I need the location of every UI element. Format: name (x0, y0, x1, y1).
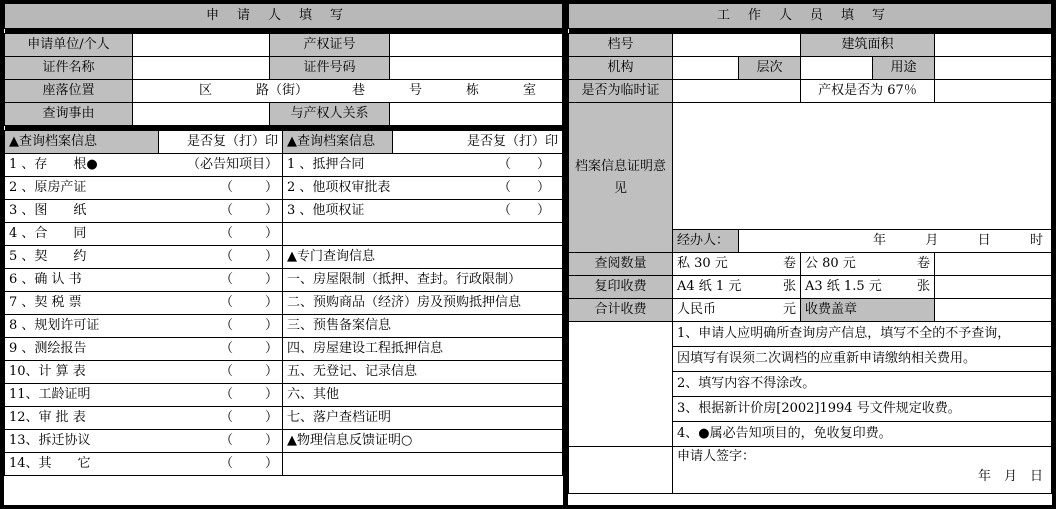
archive-item-left[interactable]: 2 、原房产证 （ ） (5, 177, 283, 200)
copy-checkbox[interactable]: （ ） (220, 410, 278, 425)
copy-header-2: 是否复（打）印 (393, 131, 563, 154)
count-private[interactable]: 私 30 元 卷 (673, 253, 801, 276)
archive-item-right[interactable]: 五、无登记、记录信息 (283, 361, 563, 384)
usage-input[interactable] (935, 57, 1052, 80)
inquiry-reason-label: 查询事由 (5, 103, 133, 126)
applicant-section (4, 3, 563, 505)
note-1: 1、申请人应明确所查询房产信息，填写不全的不予查询， (673, 322, 1052, 347)
note-4: 4、●属必告知项目的，免收复印费。 (673, 422, 1052, 447)
id-type-input[interactable] (133, 57, 270, 80)
area-label: 建筑面积 (801, 34, 935, 57)
copy-checkbox[interactable]: （ ） (220, 318, 278, 333)
handler-date[interactable]: 年 月 日 时 (739, 230, 1052, 253)
applicant-label: 申请单位/个人 (5, 34, 133, 57)
archive-item-right[interactable]: 2 、他项权审批表 （ ） (283, 177, 563, 200)
archive-item-right[interactable] (283, 223, 563, 246)
table-row (5, 453, 563, 476)
note-2: 2、填写内容不得涂改。 (673, 372, 1052, 397)
archive-item-left[interactable]: 9 、测绘报告 （ ） (5, 338, 283, 361)
archive-item-right[interactable]: 1 、抵押合同 （ ） (283, 154, 563, 177)
copy-checkbox[interactable]: （ ） (220, 387, 278, 402)
applicant-input[interactable] (133, 34, 270, 57)
table-row (5, 292, 563, 315)
property-cert-label: 产权证号 (270, 34, 390, 57)
temp-cert-label: 是否为临时证 (569, 80, 673, 103)
floor-label: 层次 (739, 57, 801, 80)
property-cert-input[interactable] (390, 34, 563, 57)
copy-checkbox[interactable]: （ ） (220, 433, 278, 448)
archive-item-right[interactable] (283, 453, 563, 476)
applicant-info-table (4, 3, 563, 130)
org-label: 机构 (569, 57, 673, 80)
archive-item-right[interactable]: 二、预购商品（经济）房及预购抵押信息 (283, 292, 563, 315)
opinion-label: 档案信息证明意见 (569, 103, 673, 253)
handler-label: 经办人： (673, 230, 739, 253)
table-row (5, 407, 563, 430)
percent-input[interactable] (935, 80, 1052, 103)
archive-item-right[interactable]: ▲物理信息反馈证明○ (283, 430, 563, 453)
archive-item-left[interactable]: 11、工龄证明 （ ） (5, 384, 283, 407)
stamp-label: 收费盖章 (801, 299, 935, 322)
note-1b: 因填写有误须二次调档的应重新申请缴纳相关费用。 (673, 347, 1052, 372)
archive-item-left[interactable]: 1 、存 根● （必告知项目） (5, 154, 283, 177)
copy-checkbox[interactable]: （ ） (220, 295, 278, 310)
applicant-signature[interactable]: 申请人签字： 年 月 日 (673, 447, 1052, 494)
archive-item-left[interactable]: 7 、契 税 票 （ ） (5, 292, 283, 315)
usage-label: 用途 (873, 57, 935, 80)
copy-fee-a3[interactable]: A3 纸 1.5 元 张 (801, 276, 935, 299)
area-input[interactable] (935, 34, 1052, 57)
archive-item-left[interactable]: 14、其 它 （ ） (5, 453, 283, 476)
table-row (5, 177, 563, 200)
stamp-input[interactable] (935, 299, 1052, 322)
id-type-label: 证件名称 (5, 57, 133, 80)
copy-checkbox[interactable]: （ ） (220, 456, 278, 471)
archive-item-right[interactable]: 四、房屋建设工程抵押信息 (283, 338, 563, 361)
note-3: 3、根据新计价房[2002]1994 号文件规定收费。 (673, 397, 1052, 422)
archive-item-left[interactable]: 8 、规划许可证 （ ） (5, 315, 283, 338)
archive-item-right[interactable]: 七、落户查档证明 (283, 407, 563, 430)
copy-checkbox[interactable]: （ ） (220, 249, 278, 264)
copy-checkbox[interactable]: （ ） (220, 180, 278, 195)
table-row (5, 338, 563, 361)
archive-item-left[interactable]: 4 、合 同 （ ） (5, 223, 283, 246)
inquiry-reason-input[interactable] (133, 103, 270, 126)
table-row (5, 315, 563, 338)
notes-spacer (569, 322, 673, 447)
table-row (5, 384, 563, 407)
staff-section (568, 3, 1052, 505)
archive-item-left[interactable]: 3 、图 纸 （ ） (5, 200, 283, 223)
count-public[interactable]: 公 80 元 卷 (801, 253, 935, 276)
archive-table (4, 130, 563, 476)
sign-spacer (569, 447, 673, 494)
table-row (5, 361, 563, 384)
id-number-input[interactable] (390, 57, 563, 80)
archive-header-2: ▲查询档案信息 (283, 131, 393, 154)
copy-fee-a4[interactable]: A4 纸 1 元 张 (673, 276, 801, 299)
total-input[interactable]: 人民币 元 (673, 299, 801, 322)
archive-item-right[interactable]: 六、其他 (283, 384, 563, 407)
archive-item-left[interactable]: 6 、确 认 书 （ ） (5, 269, 283, 292)
copy-checkbox[interactable]: （ ） (498, 203, 550, 218)
id-number-label: 证件号码 (270, 57, 390, 80)
table-row (5, 430, 563, 453)
applicant-header: 申请人填写 (5, 4, 563, 29)
count-label: 查阅数量 (569, 253, 673, 276)
copy-checkbox[interactable]: （ ） (498, 157, 550, 172)
location-label: 座落位置 (5, 80, 133, 103)
staff-header: 工作人员填写 (569, 4, 1052, 29)
archive-item-right[interactable]: ▲专门查询信息 (283, 246, 563, 269)
archive-item-right[interactable]: 一、房屋限制（抵押、查封。行政限制） (283, 269, 563, 292)
count-extra[interactable] (935, 253, 1052, 276)
org-input[interactable] (673, 57, 739, 80)
relation-input[interactable] (390, 103, 563, 126)
table-row (5, 154, 563, 177)
archive-item-left[interactable]: 13、拆迁协议 （ ） (5, 430, 283, 453)
opinion-input[interactable] (673, 103, 1052, 230)
copy-checkbox[interactable]: （ ） (220, 364, 278, 379)
copy-fee-extra[interactable] (935, 276, 1052, 299)
archive-item-left[interactable]: 10、计 算 表 （ ） (5, 361, 283, 384)
table-row (5, 246, 563, 269)
table-row (5, 200, 563, 223)
copy-header-1: 是否复（打）印 (159, 131, 283, 154)
archive-header-1: ▲查询档案信息 (5, 131, 159, 154)
copy-checkbox[interactable]: （ ） (220, 203, 278, 218)
file-no-label: 档号 (569, 34, 673, 57)
table-row (5, 223, 563, 246)
archive-item-left[interactable]: 5 、契 约 （ ） (5, 246, 283, 269)
total-label: 合计收费 (569, 299, 673, 322)
copy-fee-label: 复印收费 (569, 276, 673, 299)
copy-checkbox[interactable]: （ ） (498, 180, 550, 195)
file-no-input[interactable] (673, 34, 801, 57)
copy-checkbox[interactable]: （ ） (220, 226, 278, 241)
location-input[interactable]: 区 路（街） 巷 号 栋 室 (133, 80, 563, 103)
copy-checkbox[interactable]: （ ） (220, 341, 278, 356)
archive-item-right[interactable]: 三、预售备案信息 (283, 315, 563, 338)
archive-item-left[interactable]: 12、审 批 表 （ ） (5, 407, 283, 430)
copy-checkbox[interactable]: （ ） (220, 272, 278, 287)
temp-cert-input[interactable] (673, 80, 801, 103)
percent-label: 产权是否为 67％ (801, 80, 935, 103)
table-row (5, 269, 563, 292)
archive-item-right[interactable]: 3 、他项权证 （ ） (283, 200, 563, 223)
staff-table (568, 3, 1052, 494)
relation-label: 与产权人关系 (270, 103, 390, 126)
floor-input[interactable] (801, 57, 873, 80)
